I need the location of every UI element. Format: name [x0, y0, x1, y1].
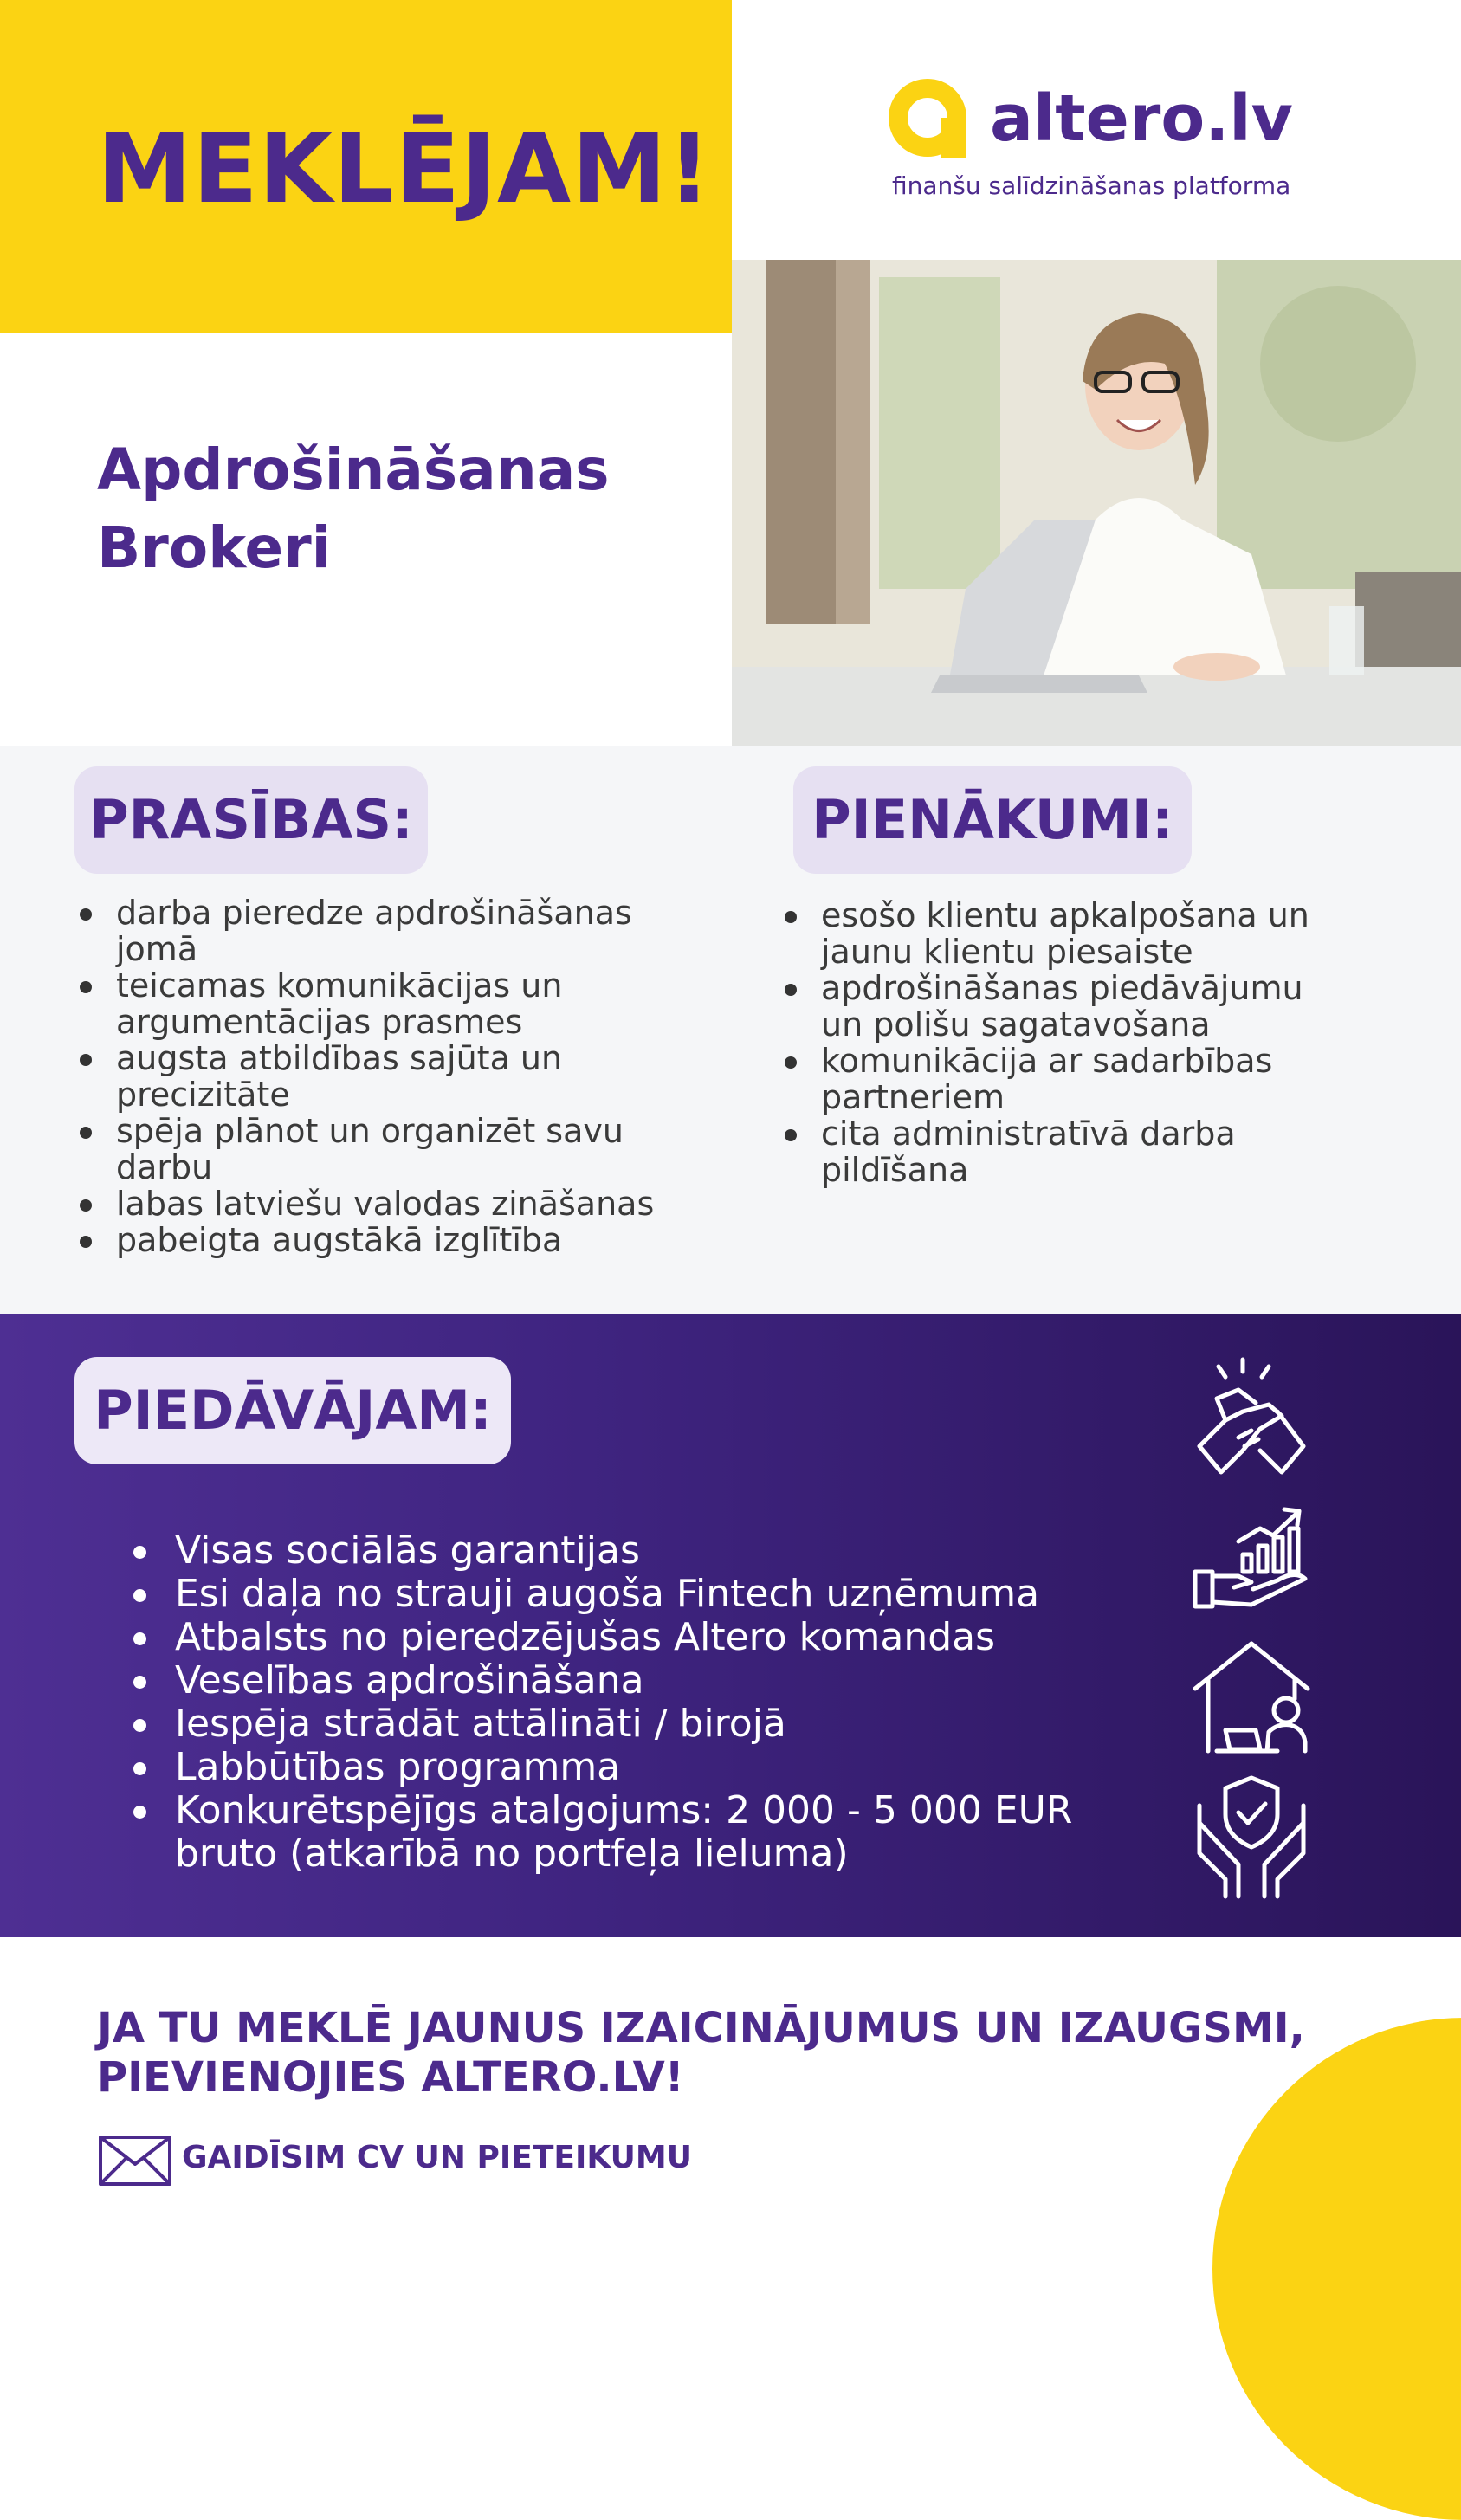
- requirement-item-text: argumentācijas prasmes: [116, 1003, 523, 1041]
- logo-wordmark: altero.lv: [990, 81, 1293, 156]
- job-title-line-1: Apdrošināšanas: [97, 436, 610, 503]
- offer-item: [130, 1789, 1083, 1876]
- requirement-item: [80, 1186, 686, 1222]
- requirement-item-text: labas latviešu valodas zināšanas: [116, 1185, 655, 1223]
- protection-hands-icon: [1191, 1771, 1312, 1901]
- headline: MEKLĒJAM!: [97, 113, 712, 224]
- duty-item-text: partneriem: [821, 1078, 1005, 1116]
- requirement-item-text: jomā: [116, 930, 198, 968]
- requirement-item-text: pabeigta augstākā izglītība: [116, 1221, 563, 1259]
- requirement-item: [80, 1222, 686, 1258]
- requirement-item-text: teicamas komunikācijas un: [116, 966, 563, 1005]
- duty-item: [785, 1043, 1348, 1115]
- duties-list: [785, 897, 1348, 1188]
- offer-item: [130, 1746, 1083, 1789]
- hero-photo: [732, 260, 1461, 746]
- duty-item-text: jaunu klientu piesaiste: [821, 933, 1193, 971]
- duty-item-text: apdrošināšanas piedāvājumu: [821, 969, 1303, 1007]
- requirement-item: [80, 895, 686, 967]
- handshake-icon: [1191, 1351, 1312, 1481]
- duty-item-text: pildīšana: [821, 1151, 969, 1189]
- offer-item-text: Konkurētspējīgs atalgojums: 2 000 - 5 000 EUR: [175, 1788, 1073, 1832]
- offer-item-text: Atbalsts no pieredzējušas Altero komandas: [175, 1615, 996, 1659]
- duty-item-text: esošo klientu apkalpošana un: [821, 896, 1309, 934]
- offer-item-text: Esi daļa no strauji augoša Fintech uzņēmuma: [175, 1572, 1040, 1616]
- duties-heading: PIENĀKUMI:: [793, 766, 1192, 874]
- requirement-item-text: precizitāte: [116, 1076, 290, 1114]
- offer-item-text: Visas sociālās garantijas: [175, 1528, 640, 1573]
- offer-item: [130, 1529, 1083, 1573]
- offer-list: [130, 1529, 1083, 1876]
- cta-line-1: JA TU MEKLĒ JAUNUS IZAICINĀJUMUS UN IZAUGSMI,: [97, 2004, 1305, 2052]
- requirement-item-text: augsta atbildības sajūta un: [116, 1039, 563, 1077]
- requirements-list: [80, 895, 686, 1258]
- duty-item: [785, 970, 1348, 1043]
- duty-item: [785, 897, 1348, 970]
- altero-logo-mark-icon: [888, 78, 967, 158]
- offer-item: [130, 1659, 1083, 1703]
- offer-item: [130, 1616, 1083, 1659]
- duty-item-text: cita administratīvā darba: [821, 1115, 1236, 1153]
- offer-item: [130, 1573, 1083, 1616]
- requirement-item-text: darbu: [116, 1148, 213, 1186]
- duty-item: [785, 1115, 1348, 1188]
- job-title-line-2: Brokeri: [97, 514, 332, 581]
- growth-chart-hand-icon: [1191, 1494, 1312, 1615]
- requirement-item-text: spēja plānot un organizēt savu: [116, 1112, 624, 1150]
- offer-item-text: bruto (atkarībā no portfeļa lieluma): [175, 1832, 849, 1876]
- offer-item: [130, 1703, 1083, 1746]
- duty-item-text: un polišu sagatavošana: [821, 1005, 1211, 1044]
- offer-heading: PIEDĀVĀJAM:: [74, 1357, 511, 1464]
- duty-item-text: komunikācija ar sadarbības: [821, 1042, 1273, 1080]
- requirement-item: [80, 967, 686, 1040]
- offer-item-text: Veselības apdrošināšana: [175, 1658, 644, 1703]
- offer-item-text: Iespēja strādāt attālināti / birojā: [175, 1702, 786, 1746]
- decorative-yellow-circle: [1212, 2018, 1461, 2520]
- cta-line-2: PIEVIENOJIES ALTERO.LV!: [97, 2053, 684, 2102]
- requirement-item-text: darba pieredze apdrošināšanas: [116, 894, 632, 932]
- offer-item-text: Labbūtības programma: [175, 1745, 621, 1789]
- requirement-item: [80, 1040, 686, 1113]
- home-office-icon: [1191, 1637, 1312, 1758]
- requirements-heading: PRASĪBAS:: [74, 766, 428, 874]
- logo-tagline: finanšu salīdzināšanas platforma: [892, 171, 1291, 200]
- requirement-item: [80, 1113, 686, 1186]
- cv-label[interactable]: GAIDĪSIM CV UN PIETEIKUMU: [182, 2140, 692, 2175]
- mail-icon: [98, 2135, 172, 2187]
- hero-photo-illustration: [732, 260, 1461, 746]
